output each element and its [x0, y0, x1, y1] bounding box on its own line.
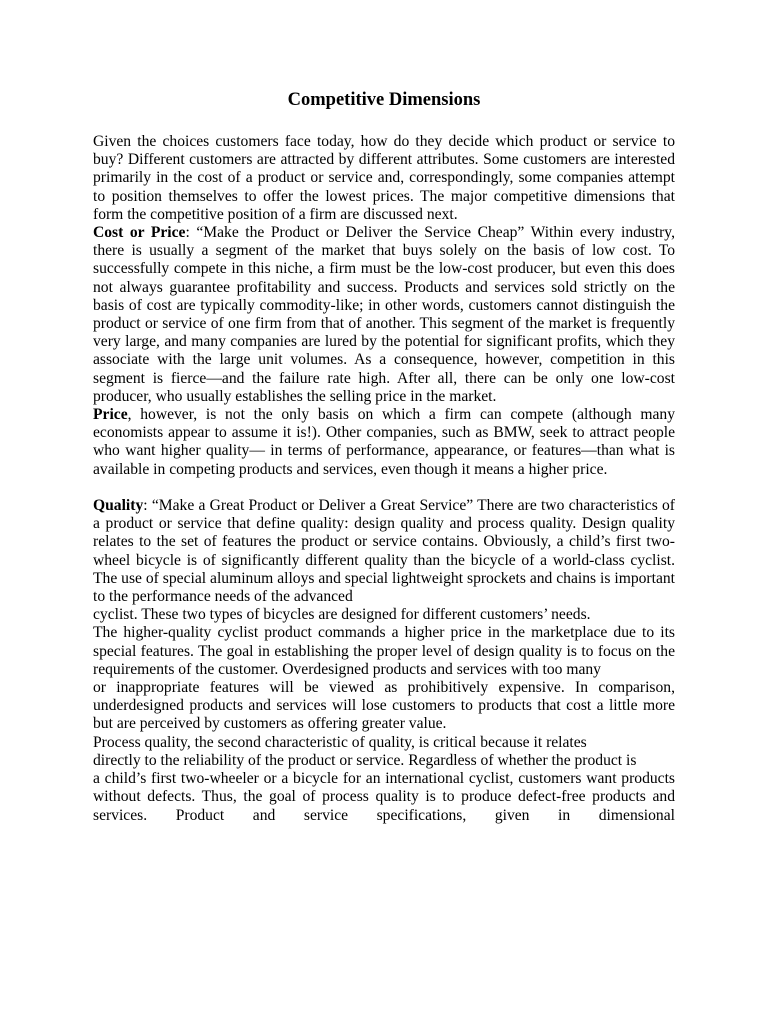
price-term: Price — [93, 406, 128, 424]
process-quality-line-2: directly to the reliability of the product or service. Regardless of whether the product is — [93, 751, 637, 769]
document-page — [93, 88, 675, 825]
quality-paragraph-continued: cyclist. These two types of bicycles are designed for different customers’ needs. — [93, 606, 591, 624]
design-quality-paragraph: The higher-quality cyclist product commands a higher price in the marketplace due to its special features. The goal in establishing the proper level of design quality is to focus on the requirements of the customer. Overdesigned products and services with too many — [93, 624, 675, 678]
design-quality-paragraph-continued: or inappropriate features will be viewed as prohibitively expensive. In comparison, underdesigned products and services will lose customers to products that cost a little more but are perceived by customers as offering greater value. — [93, 679, 675, 733]
page-title: Competitive Dimensions — [287, 90, 481, 110]
price-text: , however, is not the only basis on which a firm can compete (although many economists appear to assume it is!). Other companies, such as BMW, seek to attract people who want higher quality— in terms of performance, appearance, or features—than what is available in competing products and services, even though it means a higher price. — [93, 406, 675, 478]
process-quality-line-3: a child’s first two-wheeler or a bicycle for an international cyclist, customers want products without defects. Thus, the goal of process quality is to produce defect-free products and services. Product and service specifications, given in dimensional — [93, 770, 675, 824]
quality-paragraph — [93, 497, 675, 606]
intro-paragraph: Given the choices customers face today, how do they decide which product or service to buy? Different customers are attracted by different attributes. Some customers are interested primarily in the cost of a product or service and, correspondingly, some companies attempt to position themselves to offer the lowest prices. The major competitive dimensions that form the competitive position of a firm are discussed next. — [93, 133, 675, 223]
quality-term: Quality — [93, 497, 144, 515]
cost-paragraph — [93, 224, 675, 406]
quality-text-1: : “Make a Great Product or Deliver a Great Service” There are two characteristics of a product or service that define quality: design quality and process quality. Design quality relates to the set of features the product or service contains. Obviously, a child’s first two-wheel bicycle is of significantly different quality than the bicycle of a world-class cyclist. The use of special aluminum alloys and special lightweight sprockets and chains is important to the performance needs of the advanced — [93, 497, 675, 606]
price-paragraph — [93, 406, 675, 479]
paragraph-spacer — [93, 479, 675, 497]
process-quality-line-1: Process quality, the second characteristic of quality, is critical because it relates — [93, 733, 587, 751]
cost-term: Cost or Price — [93, 224, 186, 242]
cost-text: : “Make the Product or Deliver the Service Cheap” Within every industry, there is usually a segment of the market that buys solely on the basis of low cost. To successfully compete in this niche, a firm must be the low-cost producer, but even this does not always guarantee profitability and success. Products and services sold strictly on the basis of cost are typically commodity-like; in other words, customers cannot distinguish the product or service of one firm from that of another. This segment of the market is frequently very large, and many companies are lured by the potential for significant profits, which they associate with the large unit volumes. As a consequence, however, competition in this segment is fierce—and the failure rate high. After all, there can be only one low-cost producer, who usually establishes the selling price in the market. — [93, 224, 675, 405]
